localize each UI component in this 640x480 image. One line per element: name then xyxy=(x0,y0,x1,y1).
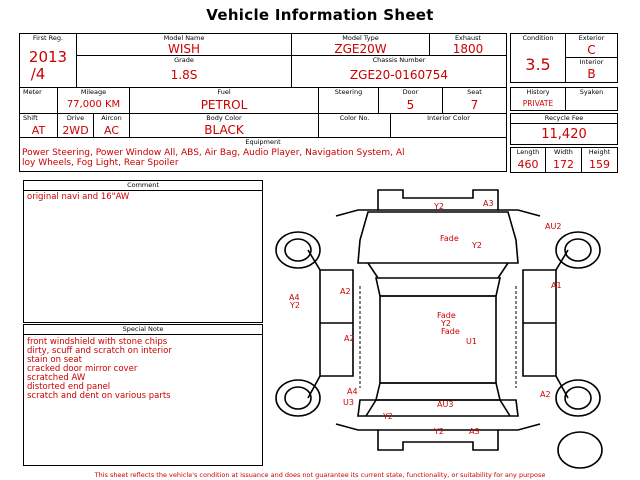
disclaimer-footer: This sheet reflects the vehicle's condition at issuance and does not guarantee its current state, functionality, or suitability for any purpose xyxy=(94,471,546,479)
damage-code: Y2 xyxy=(434,202,444,211)
condition-box xyxy=(510,33,618,83)
special-note-item: scratch and dent on various parts xyxy=(27,391,171,401)
equipment-label: Equipment xyxy=(245,138,281,146)
seat-cell xyxy=(443,88,506,114)
history-cell xyxy=(511,88,566,110)
grade-value: 1.8S xyxy=(170,68,198,82)
width-value: 172 xyxy=(553,158,574,171)
length-label: Length xyxy=(516,148,540,156)
special-note-item: cracked door mirror cover xyxy=(27,364,138,374)
special-note-item: dirty, scuff and scratch on interior xyxy=(27,346,172,356)
model-type-value: ZGE20W xyxy=(334,42,387,56)
first-reg-year: 2013 xyxy=(28,48,68,66)
color-no-cell xyxy=(319,114,391,138)
model-type-cell xyxy=(292,34,430,56)
grade-cell xyxy=(77,56,292,88)
exhaust-label: Exhaust xyxy=(454,34,482,42)
exterior-value: C xyxy=(587,43,596,57)
equipment-cell xyxy=(20,138,506,171)
interior-cell xyxy=(566,58,617,82)
damage-code: A1 xyxy=(551,281,562,290)
first-reg-label: First Reg. xyxy=(32,34,64,42)
steering-label: Steering xyxy=(334,88,363,96)
height-label: Height xyxy=(588,148,611,156)
aircon-cell xyxy=(94,114,130,138)
damage-code: Y2 xyxy=(290,301,300,310)
damage-code: A2 xyxy=(540,390,551,399)
damage-code: Fade xyxy=(441,327,460,336)
seat-label: Seat xyxy=(467,88,482,96)
meter-label: Meter xyxy=(23,88,42,96)
fuel-cell xyxy=(130,88,319,114)
comment-label: Comment xyxy=(127,181,159,189)
first-reg-cell xyxy=(20,34,77,88)
door-cell xyxy=(379,88,443,114)
body-color-label: Body Color xyxy=(206,114,242,122)
damage-code: Y2 xyxy=(472,241,482,250)
exterior-cell xyxy=(566,34,617,58)
special-note-item: front windshield with stone chips xyxy=(27,337,168,347)
condition-label: Condition xyxy=(522,34,554,42)
condition-cell xyxy=(511,34,566,82)
exhaust-cell xyxy=(430,34,506,56)
mileage-value: 77,000 KM xyxy=(66,99,121,110)
shift-label: Shift xyxy=(23,114,38,122)
interior-value: B xyxy=(587,67,596,81)
damage-code: A2 xyxy=(344,334,355,343)
interior-color-label: Interior Color xyxy=(427,114,470,122)
special-note-box xyxy=(23,324,263,466)
model-name-value: WISH xyxy=(167,42,201,56)
length-cell xyxy=(511,148,546,172)
dimensions-box xyxy=(510,147,618,173)
recycle-fee-value: 11,420 xyxy=(541,127,587,142)
shift-value: AT xyxy=(31,124,46,137)
first-reg-month: /4 xyxy=(30,65,46,83)
width-label: Width xyxy=(554,148,573,156)
fuel-label: Fuel xyxy=(217,88,231,96)
seat-value: 7 xyxy=(470,98,479,112)
history-label: History xyxy=(526,88,550,96)
equipment-line-2: loy Wheels, Fog Light, Rear Spoiler xyxy=(22,158,179,168)
shift-cell xyxy=(20,114,58,138)
damage-code: AU3 xyxy=(437,400,454,409)
special-note-item: scratched AW xyxy=(27,373,86,383)
syaken-cell xyxy=(566,88,617,110)
main-info-table xyxy=(19,33,507,172)
damage-code: Y2 xyxy=(383,412,393,421)
chassis-number-label: Chassis Number xyxy=(372,56,426,64)
height-value: 159 xyxy=(589,158,610,171)
comment-line: original navi and 16"AW xyxy=(27,192,130,202)
chassis-number-value: ZGE20-0160754 xyxy=(349,68,449,82)
door-label: Door xyxy=(402,88,419,96)
interior-label: Interior xyxy=(579,58,604,66)
damage-code: A3 xyxy=(469,427,480,436)
color-no-label: Color No. xyxy=(339,114,370,122)
sheet-title: Vehicle Information Sheet xyxy=(206,6,434,24)
damage-code: A2 xyxy=(340,287,351,296)
comment-box xyxy=(23,180,263,323)
damage-code: U3 xyxy=(343,398,354,407)
model-type-label: Model Type xyxy=(342,34,379,42)
mileage-label: Mileage xyxy=(80,88,107,96)
syaken-label: Syaken xyxy=(579,88,604,96)
history-box xyxy=(510,87,618,111)
length-value: 460 xyxy=(517,158,539,171)
door-value: 5 xyxy=(406,98,415,112)
body-color-value: BLACK xyxy=(204,123,244,137)
drive-label: Drive xyxy=(66,114,85,122)
drive-cell xyxy=(58,114,94,138)
interior-color-cell xyxy=(391,114,506,138)
damage-code: Y2 xyxy=(434,427,444,436)
model-name-label: Model Name xyxy=(163,34,205,42)
exterior-label: Exterior xyxy=(578,34,605,42)
height-cell xyxy=(582,148,617,172)
damage-code: A3 xyxy=(483,199,494,208)
damage-code: U1 xyxy=(466,337,477,346)
damage-code: AU2 xyxy=(545,222,562,231)
drive-value: 2WD xyxy=(62,124,89,137)
meter-cell xyxy=(20,88,58,114)
damage-code: Y2 xyxy=(441,319,451,328)
width-cell xyxy=(546,148,582,172)
aircon-value: AC xyxy=(103,124,119,137)
recycle-fee-label: Recycle Fee xyxy=(544,114,584,122)
mileage-cell xyxy=(58,88,130,114)
grade-label: Grade xyxy=(174,56,194,64)
special-note-item: distorted end panel xyxy=(27,382,111,392)
body-color-cell xyxy=(130,114,319,138)
condition-value: 3.5 xyxy=(525,55,551,74)
model-name-cell xyxy=(77,34,292,56)
damage-code: A4 xyxy=(347,387,358,396)
damage-code: A4 xyxy=(289,293,300,302)
exhaust-value: 1800 xyxy=(452,42,484,56)
damage-code: Fade xyxy=(437,311,456,320)
recycle-fee-box xyxy=(510,113,618,145)
special-note-item: stain on seat xyxy=(27,355,82,365)
aircon-label: Aircon xyxy=(101,114,122,122)
chassis-number-cell xyxy=(292,56,506,88)
history-value: PRIVATE xyxy=(522,99,554,108)
equipment-line-1: Power Steering, Power Window All, ABS, Air Bag, Audio Player, Navigation System, Al xyxy=(22,148,405,158)
special-note-label: Special Note xyxy=(122,325,164,333)
fuel-value: PETROL xyxy=(200,98,248,112)
steering-cell xyxy=(319,88,379,114)
damage-code: Fade xyxy=(440,234,459,243)
